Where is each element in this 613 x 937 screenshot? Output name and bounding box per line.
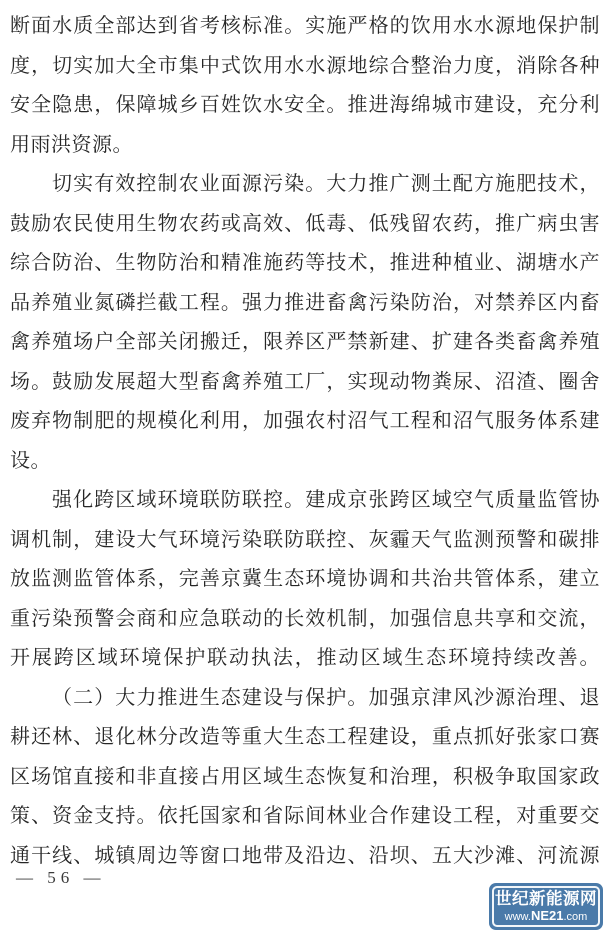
text-line: 安全隐患，保障城乡百姓饮水安全。推进海绵城市建设，充分利: [10, 94, 600, 116]
text-line: 场。鼓励发展超大型畜禽养殖工厂，实现动物粪尿、沼渣、圈舍: [10, 370, 600, 393]
text-line: 通干线、城镇周边等窗口地带及沿边、沿坝、五大沙滩、河流源: [10, 844, 600, 867]
text-line: 设。: [10, 449, 51, 472]
text-line: 耕还林、退化林分改造等重大生态工程建设，重点抓好张家口赛: [10, 726, 600, 748]
text-line: 重污染预警会商和应急联动的长效机制，加强信息共享和交流，: [10, 607, 600, 630]
text-line: 用雨洪资源。: [10, 133, 133, 156]
text-line: 断面水质全部达到省考核标准。实施严格的饮用水水源地保护制: [10, 15, 600, 37]
text-line: （二）大力推进生态建设与保护。加强京津风沙源治理、退: [52, 686, 600, 709]
text-line: 废弃物制肥的规模化利用，加强农村沼气工程和沼气服务体系建: [10, 410, 600, 432]
text-line: 品养殖业氮磷拦截工程。强力推进畜禽污染防治，对禁养区内畜: [10, 291, 600, 314]
text-line: 策、资金支持。依托国家和省际间林业合作建设工程，对重要交: [10, 805, 600, 827]
text-line: 度，切实加大全市集中式饮用水水源地综合整治力度，消除各种: [10, 54, 600, 77]
watermark-url-prefix: www.: [504, 910, 531, 923]
text-line: 鼓励农民使用生物农药或高效、低毒、低残留农药，推广病虫害: [10, 212, 600, 235]
text-line: 禽养殖场户全部关闭搬迁，限养区严禁新建、扩建各类畜禽养殖: [10, 331, 600, 353]
text-line: 调机制，建设大气环境污染联防联控、灰霾天气监测预警和碳排: [10, 528, 600, 551]
text-line: 区场馆直接和非直接占用区域生态恢复和治理，积极争取国家政: [10, 765, 600, 788]
watermark-badge: [489, 883, 603, 930]
text-line: 切实有效控制农业面源污染。大力推广测土配方施肥技术，: [52, 173, 600, 195]
text-line: 强化跨区域环境联防联控。建成京张跨区域空气质量监管协: [52, 489, 600, 511]
text-line: 开展跨区域环境保护联动执法，推动区域生态环境持续改善。: [10, 647, 600, 669]
watermark-url-domain: NE21: [530, 907, 564, 923]
watermark-site-name: 世纪新能源网: [495, 889, 597, 908]
text-line: 综合防治、生物防治和精准施药等技术，推进种植业、湖塘水产: [10, 252, 600, 274]
watermark-site-url: [505, 909, 588, 923]
page-number: — 56 —: [16, 868, 106, 887]
watermark-url-suffix: .com: [563, 910, 588, 923]
text-line: 放监测监管体系，完善京冀生态环境协调和共治共管体系，建立: [10, 568, 600, 590]
